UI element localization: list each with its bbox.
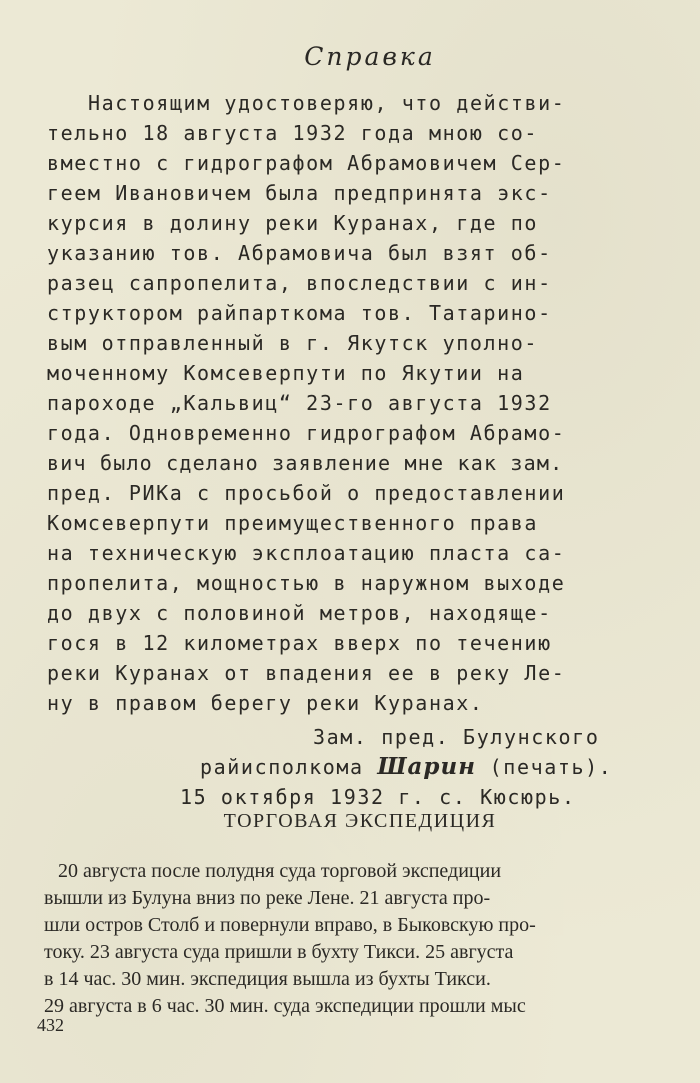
signature-title: Зам. пред. Булунского (313, 725, 600, 749)
certificate-line: вместно с гидрографом Абрамовичем Сер- (47, 151, 566, 175)
certificate-line: реки Куранах от впадения ее в реку Ле- (47, 661, 566, 685)
certificate-line: моченному Комсеверпути по Якутии на (47, 361, 525, 385)
body-line: шли остров Столб и повернули вправо, в Быковскую про- (44, 914, 536, 936)
certificate-line: указанию тов. Абрамовича был взят об- (47, 241, 552, 265)
certificate-line: пароходе „Кальвиц“ 23-го августа 1932 (47, 391, 552, 415)
certificate-line: пред. РИКа с просьбой о предоставлении (47, 481, 566, 505)
signature-date: 15 октября 1932 г. с. Кюсюрь. (180, 785, 576, 809)
body-line: 29 августа в 6 час. 30 мин. суда экспедиции прошли мыс (44, 995, 526, 1017)
certificate-line: года. Одновременно гидрографом Абрамо- (47, 421, 566, 445)
body-line: вышли из Булуна вниз по реке Лене. 21 августа про- (44, 887, 491, 909)
signature-line (200, 752, 612, 782)
certificate-line: вич было сделано заявление мне как зам. (47, 451, 564, 475)
body-line: в 14 час. 30 мин. экспедиция вышла из бухты Тикси. (44, 968, 491, 990)
certificate-line: структором райпарткома тов. Татарино- (47, 301, 552, 325)
body-line: 20 августа после полудня суда торговой экспедиции (58, 860, 502, 882)
certificate-line: Настоящим удостоверяю, что действи- (88, 91, 566, 115)
seal-note: (печать). (489, 755, 613, 779)
certificate-line: до двух с половиной метров, находяще- (47, 601, 552, 625)
signature-office: райисполкома (200, 755, 364, 779)
document-title: Справка (304, 42, 436, 71)
section-heading: ТОРГОВАЯ ЭКСПЕДИЦИЯ (223, 810, 497, 832)
certificate-line: геем Ивановичем была предпринята экс- (47, 181, 552, 205)
certificate-line: тельно 18 августа 1932 года мною со- (47, 121, 539, 145)
certificate-line: гося в 12 километрах вверх по течению (47, 631, 552, 655)
certificate-line: ну в правом берегу реки Куранах. (47, 691, 484, 715)
signature-name: Шарин (377, 753, 476, 780)
body-line: току. 23 августа суда пришли в бухту Тикси. 25 августа (44, 941, 514, 963)
certificate-line: Комсеверпути преимущественного права (47, 511, 539, 535)
certificate-line: вым отправленный в г. Якутск уполно- (47, 331, 539, 355)
certificate-line: разец сапропелита, впоследствии с ин- (47, 271, 552, 295)
certificate-line: курсия в долину реки Куранах, где по (47, 211, 539, 235)
certificate-line: на техническую эксплоатацию пласта са- (47, 541, 566, 565)
certificate-line: пропелита, мощностью в наружном выходе (47, 571, 566, 595)
page-number: 432 (37, 1015, 64, 1035)
